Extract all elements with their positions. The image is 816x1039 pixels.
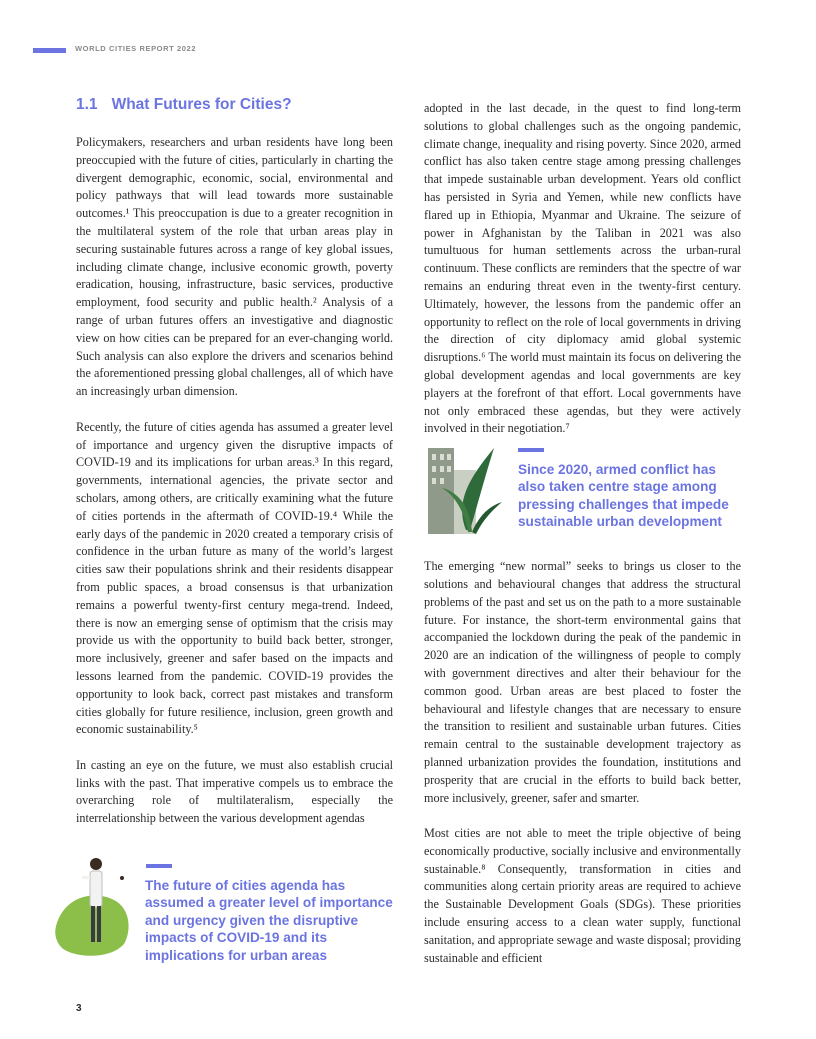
section-title — [76, 96, 292, 114]
section-heading: What Futures for Cities? — [111, 96, 292, 113]
paragraph: The emerging “new normal” seeks to brings us closer to the solutions and behavioural changes that address the structural problems of the past and set us on the path to a more sustainable future. For instance, the short-term environmental gains that accompanied the lockdown during the peak of the pandemic in 2020 are an indication of the willingness of people to comply with government directives and alter their behaviour for the common good. Urban areas are best placed to foster the behavioural and lifestyle changes that are necessary to ensure the transition to resilient and sustainable urban futures. Cities remain central to the sustainable development trajectory as planned urbanization provides the foundation, institutions and prosperity that are crucial in the efforts to build back better, more inclusively, greener, safer and smarter. — [424, 559, 741, 805]
left-column — [76, 134, 393, 828]
city-plant-illustration-icon — [424, 440, 504, 535]
paragraph: adopted in the last decade, in the quest to find long-term solutions to global challenges such as the ongoing pandemic, climate change, inequality and rising poverty. Since 2020, armed conflict has also taken centre stage among pressing challenges that impede sustainable urban development. Years old conflict has persisted in Syria and Yemen, while new conflicts have flared up in Ethiopia, Myanmar and Ukraine. The seizure of power in Afghanistan by the Taliban in 2021 was also tumultuous for human settlements across the urban-rural continuum. These conflicts are reminders that the spectre of war remains an enduring threat even in the twenty-first century. Ultimately, however, the lessons from the pandemic offer an opportunity to reflect on the role of local governments in driving the direction of city diplomacy amid global systemic disruptions.⁶ The world must maintain its focus on delivering the global development agendas and local governments are key players at the forefront of that effort. Local governments have not only embraced these agendas, but they were actively involved in their negotiation.⁷ — [424, 101, 741, 436]
health-worker-illustration-icon — [54, 856, 134, 968]
paragraph: In casting an eye on the future, we must also establish crucial links with the past. That imperative compels us to embrace the overarching role of multilateralism, especially the interrelationship between the various development agendas — [76, 757, 393, 826]
pull-quote-text: The future of cities agenda has assumed a greater level of importance and urgency given the disruptive impacts of COVID-19 and its implications for urban areas — [145, 878, 393, 963]
pull-quote-left — [54, 856, 394, 968]
quote-accent-dash — [518, 448, 544, 452]
paragraph: Most cities are not able to meet the triple objective of being economically productive, socially inclusive and environmentally sustainable.⁸ Consequently, transformation in cities and communities along certain priority areas are required to achieve the Sustainable Development Goals (SDGs). These priorities include ensuring access to a clean water supply, functional sanitation, and appropriate sewage and waste disposal; providing sustainable and efficient — [424, 826, 741, 965]
pull-quote-right — [424, 440, 754, 540]
page-number: 3 — [76, 1003, 82, 1014]
running-title: WORLD CITIES REPORT 2022 — [75, 44, 197, 53]
section-number: 1.1 — [76, 96, 98, 113]
quote-accent-dash — [146, 864, 172, 868]
header-accent-bar — [33, 48, 66, 53]
paragraph: Recently, the future of cities agenda has assumed a greater level of importance and urgency given the disruptive impacts of COVID-19 and its implications for urban areas.³ In this regard, governments, international agencies, the private sector and scholars, among others, are critically examining what the future of cities portends in the aftermath of COVID-19.⁴ While the early days of the pandemic in 2020 created a temporary crisis of confidence in the urban future as many of the world’s largest cities saw their populations shrink and their residents disappear from public spaces, a broad consensus is that urbanization remains a powerful twenty-first century mega-trend. Indeed, there is now an emerging sense of optimism that the crisis may provide us with the opportunity to build back better, stronger, more inclusively, greener and safer based on the impacts and lessons learned from the pandemic. COVID-19 provides the opportunity to look back, correct past mistakes and transform cities globally for future resilience, inclusion, green growth and economic sustainability.⁵ — [76, 419, 393, 737]
pull-quote-text: Since 2020, armed conflict has also taken centre stage among pressing challenges that impede sustainable urban development — [518, 462, 729, 530]
paragraph: Policymakers, researchers and urban residents have long been preoccupied with the future of cities, particularly in charting the divergent demographic, economic, social, environmental and policy pathways that will lead towards more sustainable outcomes.¹ This preoccupation is due to a greater recognition in the multilateral system of the role that urban areas play in securing sustainable futures across a range of key global issues, including climate change, inclusive economic growth, poverty eradication, housing, infrastructure, basic services, productive employment, food security and public health.² Analysis of a range of urban futures offers an investigative and diagnostic view on how cities can be prepared for an ever-changing world. Such analysis can also explore the drivers and scenarios behind the aforementioned pressing global challenges, all of which have an increasingly urban dimension. — [76, 135, 393, 399]
